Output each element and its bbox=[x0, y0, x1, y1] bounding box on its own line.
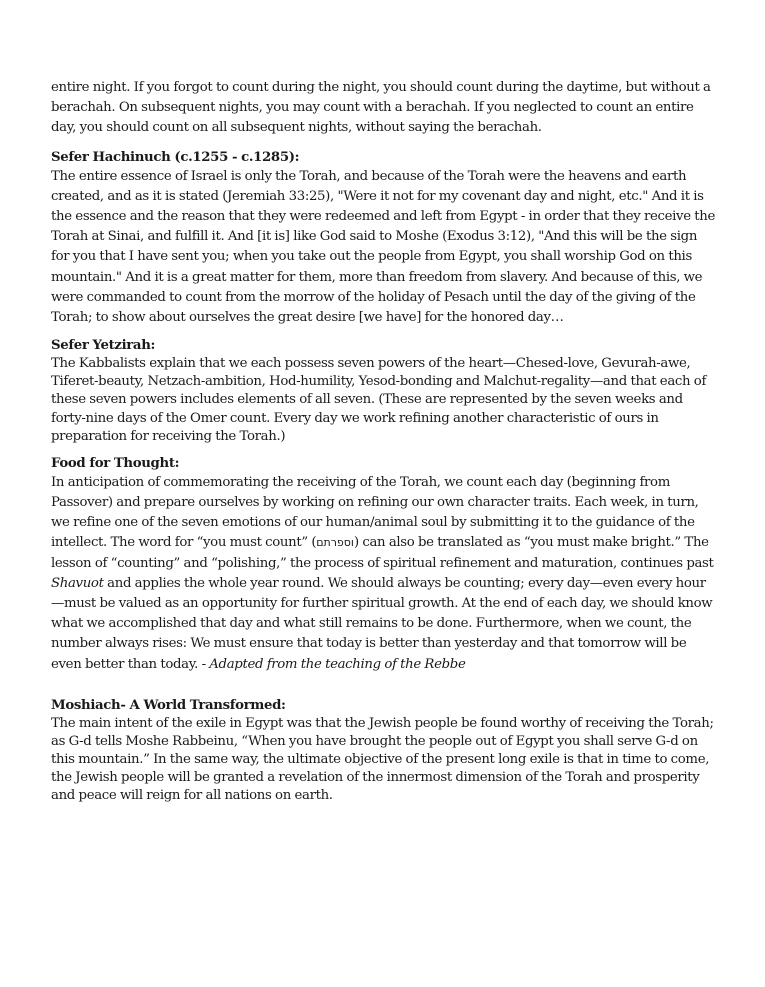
moshiach-section bbox=[51, 697, 718, 805]
food-paragraph bbox=[51, 473, 718, 675]
intro-paragraph: entire night. If you forgot to count during the night, you should count during the daytime, but without a berachah. On subsequent nights, you may count with a berachah. If you neglected to count an entire day, you should count on all subsequent nights, without saying the berachah. bbox=[51, 80, 711, 136]
chinuch-section bbox=[51, 149, 718, 329]
food-text-part-3: and applies the whole year round. We should always be counting; every day—even every hour—must be valued as an opportunity for further spiritual growth. At the end of each day, we should know what we accomplished that day and what still remains to be done. Furthermore, when we count, the number always rises: We must ensure that today is better than yesterday and that tomorrow will be even better than today. - bbox=[51, 575, 713, 672]
hebrew-word: וספרתם bbox=[316, 536, 354, 550]
food-heading: Food for Thought: bbox=[51, 455, 180, 471]
food-text-part-2: ) can also be translated as “you must make bright.” The lesson of “counting” and “polishing,” the process of spiritual refinement and maturation, continues past bbox=[51, 535, 714, 571]
yetzirah-paragraph: The Kabbalists explain that we each possess seven powers of the heart—Chesed-love, Gevurah-awe, Tiferet-beauty, Netzach-ambition, Hod-humility, Yesod-bonding and Malchut-regality—and that each of these seven powers includes elements of all seven. (These are represented by the seven weeks and forty-nine days of the Omer count. Every day we work refining another characteristic of ours in preparation for receiving the Torah.) bbox=[51, 356, 707, 444]
shavuot-word: Shavuot bbox=[51, 575, 104, 591]
moshiach-heading: Moshiach- A World Transformed: bbox=[51, 697, 286, 713]
document-page bbox=[51, 78, 718, 805]
yetzirah-heading: Sefer Yetzirah: bbox=[51, 338, 156, 354]
food-section bbox=[51, 455, 718, 675]
chinuch-paragraph: The entire essence of Israel is only the Torah, and because of the Torah were the heavens and earth created, and as it is stated (Jeremiah 33:25), "Were it not for my covenant day and night, etc." And it is the essence and the reason that they were redeemed and left from Egypt - in order that they receive the Torah at Sinai, and fulfill it. And [it is] like God said to Moshe (Exodus 3:12), "And this will be the sign for you that I have sent you; when you take out the people from Egypt, you shall worship God on this mountain." And it is a great matter for them, more than freedom from slavery. And because of this, we were commanded to count from the morrow of the holiday of Pesach until the day of the giving of the Torah; to show about ourselves the great desire [we have] for the honored day… bbox=[51, 168, 716, 326]
moshiach-paragraph: The main intent of the exile in Egypt was that the Jewish people be found worthy of receiving the Torah; as G-d tells Moshe Rabbeinu, “When you have brought the people out of Egypt you shall serve G-d on this mountain.” In the same way, the ultimate objective of the present long exile is that in time to come, the Jewish people will be granted a revelation of the innermost dimension of the Torah and prosperity and peace will reign for all nations on earth. bbox=[51, 715, 714, 804]
attribution: Adapted from the teaching of the Rebbe bbox=[209, 656, 466, 672]
intro-section bbox=[51, 78, 718, 139]
yetzirah-section bbox=[51, 337, 718, 445]
chinuch-heading: Sefer Hachinuch (c.1255 - c.1285): bbox=[51, 149, 300, 165]
food-text-part-1: In anticipation of commemorating the receiving of the Torah, we count each day (beginning from Passover) and prepare ourselves by working on refining our own character traits. Each week, in turn, we refine one of the seven emotions of our human/animal soul by submitting it to the guidance of the intellect. The word for “you must count” ( bbox=[51, 474, 699, 551]
